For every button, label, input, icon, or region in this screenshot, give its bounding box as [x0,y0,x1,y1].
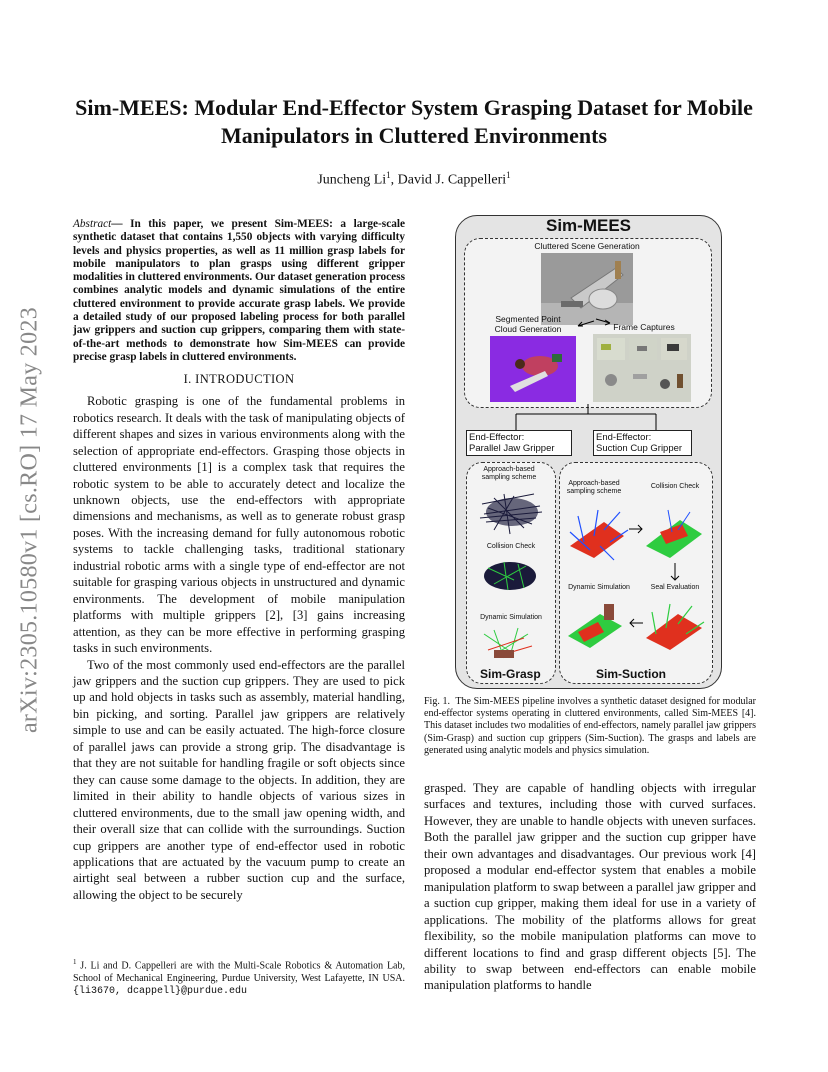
arxiv-stamp [10,280,50,760]
frame-captures-image [593,334,691,402]
end-effector-suction-box [593,430,692,456]
authors [60,170,768,189]
right-approach-line-1: Approach-based [568,480,620,487]
cluttered-scene-label: Cluttered Scene Generation [534,241,640,251]
intro-paragraph-2: Two of the most commonly used end-effectors are the parallel jaw grippers and the suction cup grippers. They are used to pick up and hold objects in tasks such as assembly, material handling, bin picking, and sorting. Parallel jaw grippers are relatively simple to use and can be easily actuated. The high-force closure of parallel jaws can provide a strong grip. The disadvantage is that they are not suitable for handling fragile or soft objects since they can cause some damage to the objects. In addition, they are limited in their ability to handle objects of various sizes in cluttered environments, due to the small jaw opening width, and their overall size that can collide with the surroundings. Suction cup grippers are another type of end-effector used in robotic applications that are actuated by the vacuum pump to create an airtight seal between a rubber suction cup and the surface, allowing the object to be securely [73,657,405,902]
segmented-label [478,314,578,334]
section-heading-introduction: I. INTRODUCTION [183,372,295,387]
left-dynamic-label: Dynamic Simulation [480,614,542,621]
author-sep: , [390,172,398,188]
footnote [73,956,405,999]
figure-caption [424,696,756,757]
left-sampling-image [474,484,548,540]
down-arrow-icon [670,562,680,582]
paper-title [60,94,768,150]
right-dynamic-image [564,596,632,652]
right-seal-label: Seal Evaluation [650,584,700,591]
caption-label: Fig. 1. [424,696,451,707]
segmented-label-line-2: Cloud Generation [494,324,562,334]
author-1: Juncheng Li [317,172,387,188]
segmented-point-cloud-image [490,336,576,402]
tree-connector [456,404,721,432]
figure-title: Sim-MEES [545,216,632,235]
title-line-2: Manipulators in Cluttered Environments [220,123,608,148]
intro-paragraph-1: Robotic grasping is one of the fundamental problems in robotics research. It deals with the task of manipulating objects of different shapes and sizes in various environments along with the selection of appropriate end-effectors. Grasping those objects in cluttered environments [1] is a complex task that requires the robotic system to be able to accurately detect and localize the unknown objects, use the end-effectors with appropriate dimensions and mechanisms, as well as to generate robust grasp poses. With the increasing demand for fully autonomous robotic systems to tackle challenging tasks, traditional stationary industrial robotic arms with a single type of end-effector are not suitable for grasping various objects in unstructured and dynamic environments. The development of mobile manipulation platforms with multiple grippers [2], [3] gains increasing attention, as they can be more effective in performing grasping tasks in such environments. [73,394,405,656]
right-dynamic-label: Dynamic Simulation [568,584,630,591]
author-2: David J. Cappelleri [397,172,507,188]
right-arrow-icon [628,524,644,534]
title-line-1: Sim-MEES: Modular End-Effector System Grasping Dataset for Mobile [75,95,753,120]
right-collision-label: Collision Check [650,483,700,490]
left-collision-image [474,554,548,598]
abstract-dash: — [111,218,123,230]
abstract-label: Abstract [73,218,112,230]
sim-suction-label: Sim-Suction [596,667,667,681]
intro-body [73,393,405,903]
left-collision-label: Collision Check [486,543,536,550]
author-1-affil: 1 [386,170,391,180]
ee-left-line-2: Parallel Jaw Gripper [469,443,555,454]
footnote-text: J. Li and D. Cappelleri are with the Multi-Scale Robotics & Automation Lab, School of Mechanical Engineering, Purdue University, West Lafayette, IN USA. [73,960,405,984]
right-approach-label [560,480,628,496]
right-collision-image [642,502,708,564]
segmented-label-line-1: Segmented Point [495,314,561,324]
left-approach-line-2: sampling scheme [481,474,537,481]
footnote-emails: {li3670, dcappell}@purdue.edu [73,986,248,998]
right-paragraph-1: grasped. They are capable of handling objects with irregular surfaces and textures, including those with curved surfaces. However, they are unable to handle objects with uneven surfaces. Both the parallel jaw gripper and the suction cup gripper have their own advantages and disadvantages. Our previous work [4] proposed a modular end-effector system that enables a mobile manipulation platform to swap between a parallel jaw gripper and a suction cup gripper, making them ideal for use in a variety of applications. The mobility of the platforms allows for great flexibility, so the mobile manipulation platforms can move to different locations to find and grasp different objects [5]. The ability to swap between end-effectors can enable mobile manipulation platforms to handle [424,781,756,993]
caption-text: The Sim-MEES pipeline involves a synthetic dataset designed for modular end-effector systems operating in cluttered environments, called Sim-MEES [4]. This dataset includes two modalities of end-effectors, namely parallel jaw grippers (Sim-Grasp) and suction cup grippers (Sim-Suction). The grasps and labels are generated using analytic models and physics simulation. [424,696,756,756]
ee-right-line-1: End-Effector: [596,432,652,443]
arxiv-stamp-text: arXiv:2305.10580v1 [cs.RO] 17 May 2023 [16,306,43,734]
footnote-mark: 1 [73,958,77,966]
right-sampling-image [564,502,632,564]
author-2-affil: 1 [506,170,511,180]
left-approach-label [470,466,548,482]
figure-1-pipeline [455,215,722,689]
sim-grasp-label: Sim-Grasp [480,667,541,681]
end-effector-parallel-box [466,430,572,456]
abstract [73,218,405,364]
right-column [424,780,756,994]
right-approach-line-2: sampling scheme [566,488,622,495]
ee-left-line-1: End-Effector: [469,432,525,443]
arrows-icon [574,314,614,328]
frame-captures-label: Frame Captures [613,322,675,332]
ee-right-line-2: Suction Cup Gripper [596,443,683,454]
left-dynamic-image [474,624,548,664]
left-column [73,218,405,903]
abstract-text: In this paper, we present Sim-MEES: a large-scale synthetic dataset that contains 1,550 objects with varying difficulty levels and physics properties, as well as 11 million grasp labels for mobile manipulators to plan grasps using different gripper modalities in cluttered environments. Our dataset generation process combines analytic models and dynamic simulations of the entire cluttered environment to provide accurate grasp labels. We provide a detailed study of our proposed labeling process for both parallel jaw grippers and suction cup grippers, comparing them with state-of-the-art methods to demonstrate how Sim-MEES can provide precise grasp labels in cluttered environments. [73,218,406,363]
right-seal-image [642,596,708,652]
left-approach-line-1: Approach-based [483,466,535,473]
